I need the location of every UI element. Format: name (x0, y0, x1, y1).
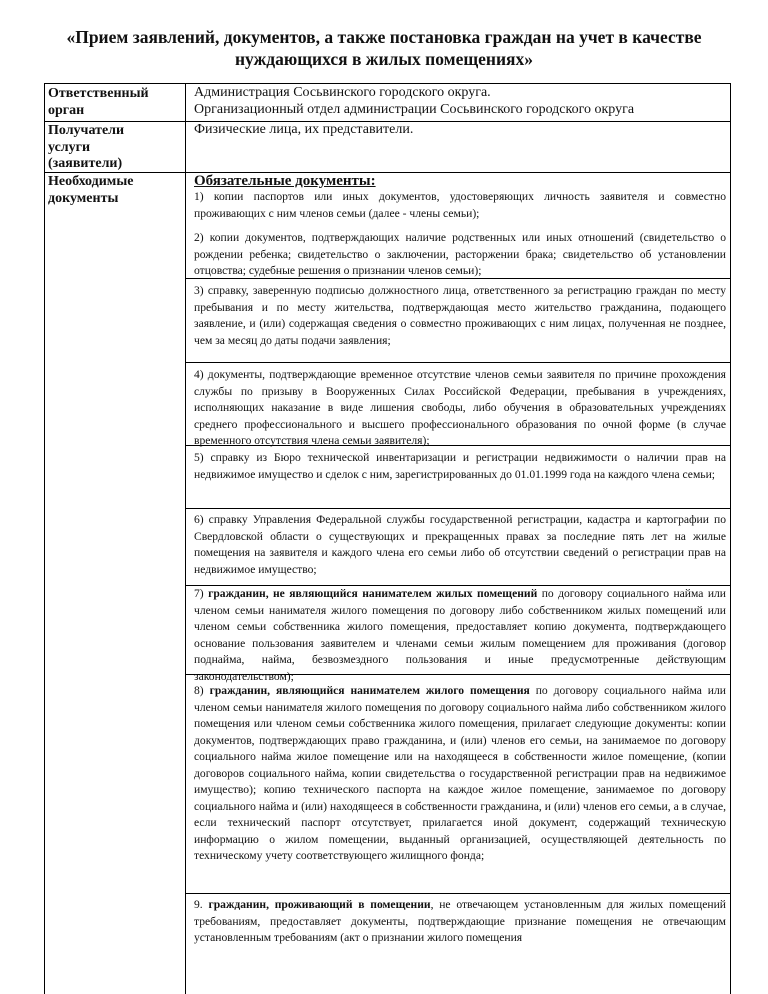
document-item-5 (194, 450, 726, 483)
document-item-9 (194, 897, 726, 947)
item-divider (186, 893, 730, 894)
document-item-8 (194, 683, 726, 865)
label-line: услуги (48, 139, 91, 155)
item-text: 1) копии паспортов или иных документов, удостоверяющих личность заявителя и совместно проживающих с ним членов семьи (далее - члены семьи); (194, 190, 726, 220)
recipients-value (194, 122, 724, 139)
document-item-2 (194, 230, 726, 280)
item-text: по договору социального найма или членом семьи нанимателя жилого помещения по договору социального найма либо собственником жилого помещения или членом семьи собственника жилого помещения, прилагает следующие документы: копии документов, подтверждающих право гражданина, и (или) членов его семьи, на занимаемое по договору социального найма жилое помещение или на находящееся в собственности жилое помещение, (копии договоров социального найма, копии свидетельства о государственной регистрации прав на недвижимое имущество); копию технического паспорта на каждое жилое помещение, занимаемое по договору социального найма и (или) находящееся в собственности гражданина, и (или) членов его семьи, а в случае, если технический паспорт отсутствует, прилагается иной документ, содержащий техническую информацию о жилом помещении, выданный организацией, осуществляющей деятельность по техническому учету соответствующего жилищного фонда; (194, 684, 726, 862)
label-responsible-body (48, 86, 182, 119)
responsible-body-value (194, 85, 724, 118)
value-line: Администрация Сосьвинского городского округа. (194, 85, 491, 100)
item-text: 3) справку, заверенную подписью должностного лица, ответственного за регистрацию граждан по месту пребывания и по месту жительства, подтверждающая место жительство гражданина, подающего заявление, и (или) содержащая сведения о совместно проживающих с ним лицах, полученная не позднее, чем за месяц до даты подачи заявления; (194, 284, 726, 347)
label-line: Необходимые (48, 174, 134, 189)
document-item-6 (194, 512, 726, 578)
item-prefix: 9. (194, 898, 209, 911)
label-required-documents (48, 174, 182, 207)
label-recipients (48, 123, 182, 173)
item-text: 2) копии документов, подтверждающих наличие родственных или иных отношений (свидетельство о рождении ребенка; свидетельство о заключении, расторжении брака; свидетельство об установлении отцовства; судебные решения о признании членов семьи); (194, 231, 726, 277)
item-bold: гражданин, проживающий в помещении (208, 898, 431, 911)
mandatory-documents-heading: Обязательные документы: (194, 173, 376, 189)
label-line: документы (48, 190, 119, 206)
title-line-1: «Прием заявлений, документов, а также постановка граждан на учет в качестве (66, 27, 702, 47)
item-bold: гражданин, являющийся нанимателем жилого помещения (209, 684, 530, 697)
document-item-4 (194, 367, 726, 450)
item-prefix: 8) (194, 684, 210, 697)
item-text: 6) справку Управления Федеральной службы государственной регистрации, кадастра и картографии по Свердловской области о существующих и прекращенных правах за последние пять лет на жилые помещения на заявителя и каждого члена его семьи либо об отсутствии сведений о регистрации прав на недвижимое имущество; (194, 513, 726, 576)
label-line: Получатели (48, 123, 125, 138)
item-divider (186, 508, 730, 509)
document-title (30, 26, 738, 70)
service-table (44, 83, 731, 994)
item-text: 5) справку из Бюро технической инвентаризации и регистрации недвижимости о наличии прав на недвижимое имущество и сделок с ним, зарегистрированных до 01.01.1999 года на каждого члена семьи; (194, 451, 726, 481)
item-divider (186, 362, 730, 363)
column-divider (185, 84, 186, 994)
label-line: Ответственный (48, 86, 149, 101)
label-line: орган (48, 102, 85, 118)
value-line: Физические лица, их представители. (194, 122, 414, 137)
label-line: (заявители) (48, 156, 123, 171)
item-bold: гражданин, не являющийся нанимателем жилых помещений (208, 587, 538, 600)
value-line: Организационный отдел администрации Сосьвинского городского округа (194, 101, 635, 117)
title-line-2: нуждающихся в жилых помещениях» (234, 49, 534, 69)
item-text: по договору социального найма или членом семьи нанимателя жилого помещения по договору либо собственником жилых помещений или членом семьи собственника жилого помещения, предоставляет копию документа, подтверждающего основание пользования заявителем и членами семьи жилым помещением для проживания (договор поднайма, найма, безвозмездного пользования и иные предусмотренные действующим законодательством); (194, 587, 727, 683)
document-item-1 (194, 189, 726, 222)
item-prefix: 7) (194, 587, 209, 600)
document-item-7 (194, 586, 726, 685)
document-item-3 (194, 283, 726, 349)
item-text: 4) документы, подтверждающие временное отсутствие членов семьи заявителя по причине прохождения службы по призыву в Вооруженных Силах Российской Федерации, пребывания в учреждениях, исполняющих наказание в виде лишения свободы, либо обучения в образовательных учреждениях среднего профессионального и высшего профессионального образования по очной форме (в случае временного отсутствия члена семьи заявителя); (194, 368, 726, 447)
item-text: , не отвечающем установленным для жилых помещений требованиям, предоставляет документы, подтверждающие признание помещения не отвечающим установленным требованиям (акт о признании жилого помещения (194, 898, 726, 944)
